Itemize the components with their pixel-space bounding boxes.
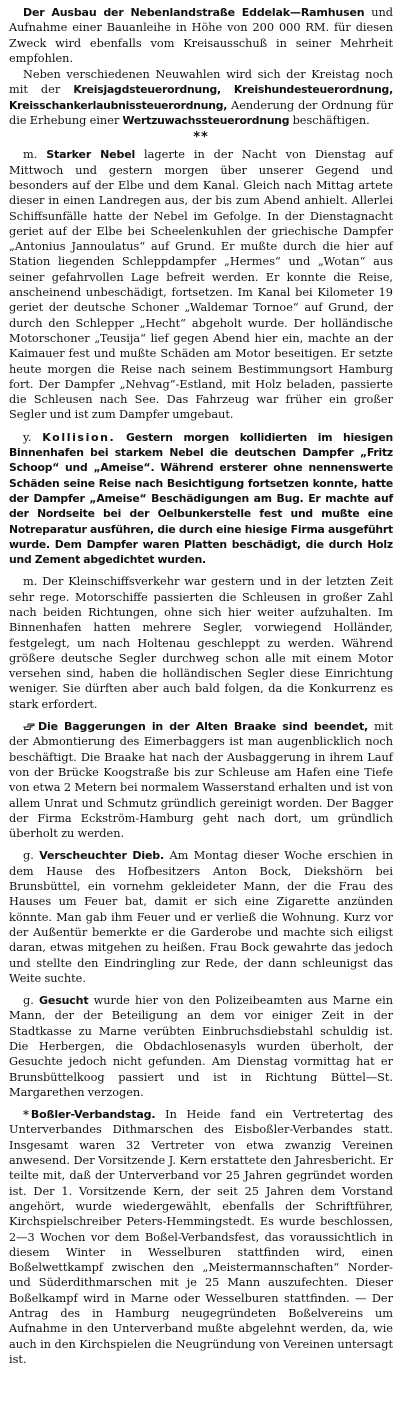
pointing-hand-icon <box>23 721 35 731</box>
article-body: und Aufnahme einer Bauanleihe in Höhe von 200 000 RM. für diesen Zweck wird ebenfalls vom Kreisausschuß in seiner Mehrheit empfohlen. <box>9 6 393 65</box>
bold-phrase-value-tax: Wertzuwachssteuerordnung <box>122 114 290 128</box>
article-prefix: y. <box>23 430 43 444</box>
article-body: Aenderung der Ordnung für die Erhebung einer <box>9 98 393 128</box>
article-headline: Der Kleinschiffsverkehr <box>42 575 180 589</box>
article-body: Gestern morgen kollidierten im hiesigen Binnenhafen bei starkem Nebel die deutschen Dampfer „Fritz Schoop“ und „Ameise“. Während ersterer ohne nennenswerte Schäden seine Reise nach Besichtigung fortsetzen konnte, hatte der Dampfer „Ameise“ Beschädigungen am Bug. Er machte auf der Nordseite bei der Oelbunkerstelle fest und mußte eine Notreparatur ausführen, die durch eine hiesige Firma ausgeführt wurde. Dem Dampfer waren Platten beschädigt, die durch Holz und Zement abgedichtet wurden. <box>9 430 393 567</box>
article-prefix: m. <box>23 148 47 162</box>
article-road-construction <box>9 5 393 66</box>
article-headline: Kollision. <box>42 430 116 444</box>
article-headline: Verscheuchter Dieb. <box>39 849 165 863</box>
article-prefix: m. <box>23 575 43 589</box>
article-body: Am Montag dieser Woche erschien in dem Hause des Hofbesitzers Anton Bock, Diekshörn bei Brunsbüttel, ein vornehm gekleideter Mann, der die Frau des Hauses um Feuer bat, damit er sich eine Zigarette anzünden könnte. Man gab ihm Feuer und er verließ die Wohnung. Kurz vor der Außentür bemerkte er die Garderobe und machte sich eiligst daran, etwas mitgehen zu heißen. Frau Bock gewahrte das jedoch und stellte den Eindringling zur Rede, der dann schleunigst das Weite suchte. <box>9 849 393 985</box>
bold-phrase-tax-ordinances: Kreisjagdsteuerordnung, Kreishundesteuerordnung, Kreisschankerlaubnissteuerordnung, <box>9 83 393 112</box>
article-bossel-association <box>9 1107 393 1367</box>
article-heavy-fog <box>9 147 393 422</box>
article-prefix: g. <box>23 994 39 1008</box>
section-separator: ** <box>193 130 209 146</box>
star-bullet: * <box>23 1107 29 1122</box>
article-dredging <box>9 719 393 841</box>
article-headline: Starker Nebel <box>46 148 136 162</box>
article-wanted <box>9 993 393 1100</box>
article-scared-thief <box>9 848 393 986</box>
article-headline: Die Baggerungen in der Alten Braake sind beendet, <box>38 720 369 734</box>
article-body: mit der Abmontierung des Eimerbaggers ist man augenblicklich noch beschäftigt. Die Braake hat nach der Ausbaggerung in ihrem Lauf von der Brücke Koogstraße bis zur Schleuse am Hafen eine Tiefe von etwa 2 Metern bei normalem Wasserstand erhalten und ist von allem Unrat und Schmutz gründlich gereinigt worden. Der Bagger der Firma Eckström-Hamburg geht nach dort, um gründlich überholt zu werden. <box>9 720 393 841</box>
article-district-council <box>9 67 393 128</box>
article-body: beschäftigen. <box>289 114 370 128</box>
article-headline: Boßler-Verbandstag. <box>30 1108 156 1122</box>
article-body: lagerte in der Nacht von Dienstag auf Mittwoch und gestern morgen über unserer Gegend und besonders auf der Elbe und dem Kanal. Gleich nach Mittag artete dieser in einen Landregen aus, der bis zum Abend anhielt. Allerlei Schiffsunfälle hatte der Nebel im Gefolge. In der Dienstagnacht geriet auf der Elbe bei Scheelenkuhlen der griechische Dampfer „Antonius Jannoulatus“ auf Grund. Er mußte durch die hier auf Station liegenden Schleppdampfer „Hermes“ und „Wotan“ aus seiner gefahrvollen Lage befreit werden. Er konnte die Reise, anscheinend unbeschädigt, fortsetzen. Im Kanal bei Kilometer 19 geriet der deutsche Schoner „Waldemar Tornoe“ auf Grund, der durch den Schlepper „Hecht“ abgeholt wurde. Der holländische Motorschoner „Teusija“ lief gegen Abend hier ein, machte an der Kaimauer fest und mußte Schäden am Motor beseitigen. Er setzte heute morgen die Reise nach seinem Bestimmungsort Hamburg fort. Der Dampfer „Nehvag“-Estland, mit Holz beladen, passierte die Schleusen nach See. Das Fahrzeug war früher ein großer Segler und ist zum Dampfer umgebaut. <box>9 148 393 422</box>
article-prefix: g. <box>23 849 40 863</box>
article-headline: Der Ausbau der Nebenlandstraße Eddelak—Ramhusen <box>23 6 365 19</box>
article-body: wurde hier von den Polizeibeamten aus Marne ein Mann, der der Beteiligung an dem vor einiger Zeit in der Stadtkasse zu Marne verübten Einbruchsdiebstahl schuldig ist. Die Herbergen, die Obdachlosenasyls wurden überholt, der Gesuchte jedoch nicht gefunden. Am Dienstag vormittag hat er Brunsbüttelkoog passiert und ist in Richtung Büttel—St. Margarethen verzogen. <box>9 994 393 1099</box>
article-small-ship-traffic <box>9 574 393 712</box>
article-body: In Heide fand ein Vertretertag des Unterverbandes Dithmarschen des Eisboßler-Verbandes statt. Insgesamt waren 32 Vertreter von etwa zwanzig Vereinen anwesend. Der Vorsitzende J. Kern erstattete den Jahresbericht. Er teilte mit, daß der Unterverband vor 25 Jahren gegründet worden ist. Der 1. Vorsitzende Kern, der seit 25 Jahren dem Vorstand angehört, wurde wiedergewählt, ebenfalls der Schriftführer, Kirchspielschreiber Peters-Hemmingstedt. Es wurde beschlossen, 2—3 Wochen vor dem Boßel-Verbandsfest, das voraussichtlich in diesem Winter in Wesselburen stattfinden wird, einen Boßelwettkampf zwischen den „Meistermannschaften“ Norder- und Süderdithmarschen mit je 25 Mann auszufechten. Dieser Boßelkampf wird in Marne oder Wesselburen stattfinden. — Der Antrag des in Hamburg neugegründeten Boßelvereins um Aufnahme in den Unterverband mußte abgelehnt werden, da, wie auch in den Kirchspielen die Neugründung von Vereinen untersagt ist. <box>9 1108 393 1366</box>
article-body: war gestern und in der letzten Zeit sehr rege. Motorschiffe passierten die Schleusen in großer Zahl nach beiden Richtungen, ohne sich hier weiter aufzuhalten. Im Binnenhafen hatten mehrere Segler, vorwiegend Holländer, festgelegt, um nach Holtenau geschleppt zu werden. Während größere deutsche Segler durchweg schon alle mit einem Motor versehen sind, haben die holländischen Segler diese Einrichtung weniger. Sie dürften aber auch bald folgen, da die Konkurrenz es stark erfordert. <box>9 575 393 711</box>
article-headline: Gesucht <box>39 994 89 1008</box>
article-body: Neben verschiedenen Neuwahlen wird sich der Kreistag noch mit der <box>9 68 393 97</box>
article-collision <box>9 430 393 568</box>
